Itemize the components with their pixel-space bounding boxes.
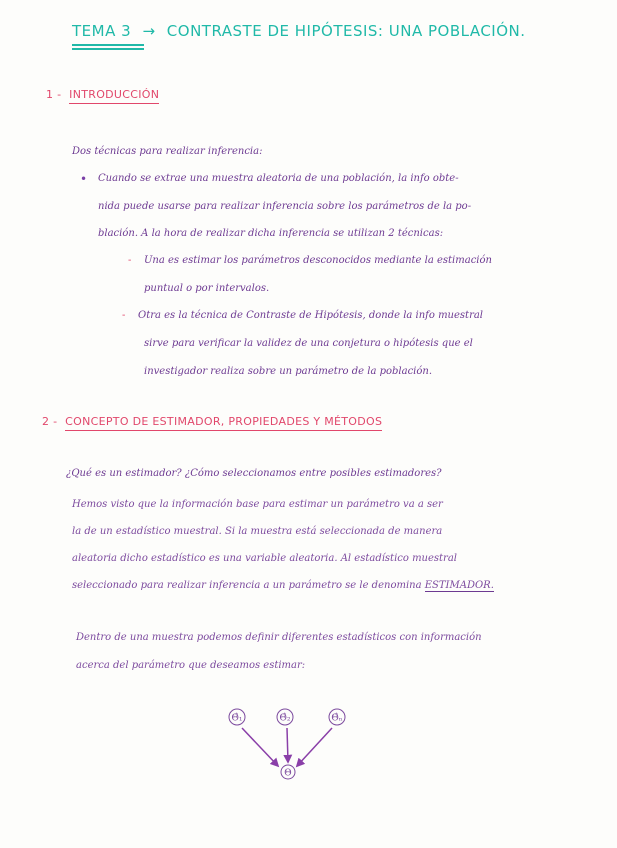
sub-item-line: puntual o por intervalos. (144, 283, 270, 294)
sub-item-line: Otra es la técnica de Contraste de Hipótesis, donde la info muestral (138, 310, 484, 321)
sub-item-line: investigador realiza sobre un parámetro de la población. (144, 366, 433, 377)
arrow-n (297, 728, 332, 766)
estimator-node-2 (277, 709, 293, 725)
svg-text:Θ̂ₙ: Θ̂ₙ (331, 713, 343, 724)
paragraph-line: acerca del parámetro que deseamos estimar: (76, 660, 306, 671)
dash-icon: - (122, 310, 126, 321)
estimator-node-1 (229, 709, 245, 725)
paragraph-line: Hemos visto que la información base para estimar un parámetro va a ser (72, 499, 443, 510)
bullet-line: Cuando se extrae una muestra aleatoria de una población, la info obte- (98, 173, 459, 184)
paragraph-line: aleatoria dicho estadístico es una variable aleatoria. Al estadístico muestral (72, 553, 457, 564)
section-number: 1 - (46, 88, 62, 101)
sub-item-line: sirve para verificar la validez de una conjetura o hipótesis que el (144, 338, 473, 349)
section-title: CONCEPTO DE ESTIMADOR, PROPIEDADES Y MÉTODOS (65, 415, 382, 431)
paragraph-line: Dentro de una muestra podemos definir diferentes estadísticos con información (76, 632, 482, 643)
arrow-1 (242, 728, 278, 766)
parameter-node (281, 765, 295, 779)
arrow-2 (287, 728, 288, 762)
bullet-line: nida puede usarse para realizar inferencia sobre los parámetros de la po- (98, 201, 472, 212)
question-line: ¿Qué es un estimador? ¿Cómo seleccionamos entre posibles estimadores? (66, 468, 442, 479)
estimador-term: ESTIMADOR. (424, 580, 494, 591)
paragraph-text: seleccionado para realizar inferencia a un parámetro se le denomina (72, 580, 422, 591)
paragraph-line: la de un estadístico muestral. Si la muestra está seleccionada de manera (72, 526, 443, 537)
bullet-icon: • (80, 172, 88, 186)
svg-text:Θ: Θ (284, 768, 292, 779)
svg-text:Θ̂₂: Θ̂₂ (279, 713, 291, 724)
title-text: CONTRASTE DE HIPÓTESIS: UNA POBLACIÓN. (166, 22, 526, 40)
intro-line: Dos técnicas para realizar inferencia: (72, 146, 263, 157)
arrow-icon: → (142, 22, 156, 40)
sub-item-line: Una es estimar los parámetros desconocidos mediante la estimación (144, 255, 492, 266)
dash-icon: - (128, 255, 132, 266)
estimator-node-n (329, 709, 345, 725)
tema-label: TEMA 3 (72, 22, 132, 40)
section-title: INTRODUCCIÓN (69, 88, 159, 104)
svg-text:Θ̂₁: Θ̂₁ (231, 713, 243, 724)
bullet-line: blación. A la hora de realizar dicha inferencia se utilizan 2 técnicas: (98, 228, 444, 239)
section-number: 2 - (42, 415, 58, 428)
